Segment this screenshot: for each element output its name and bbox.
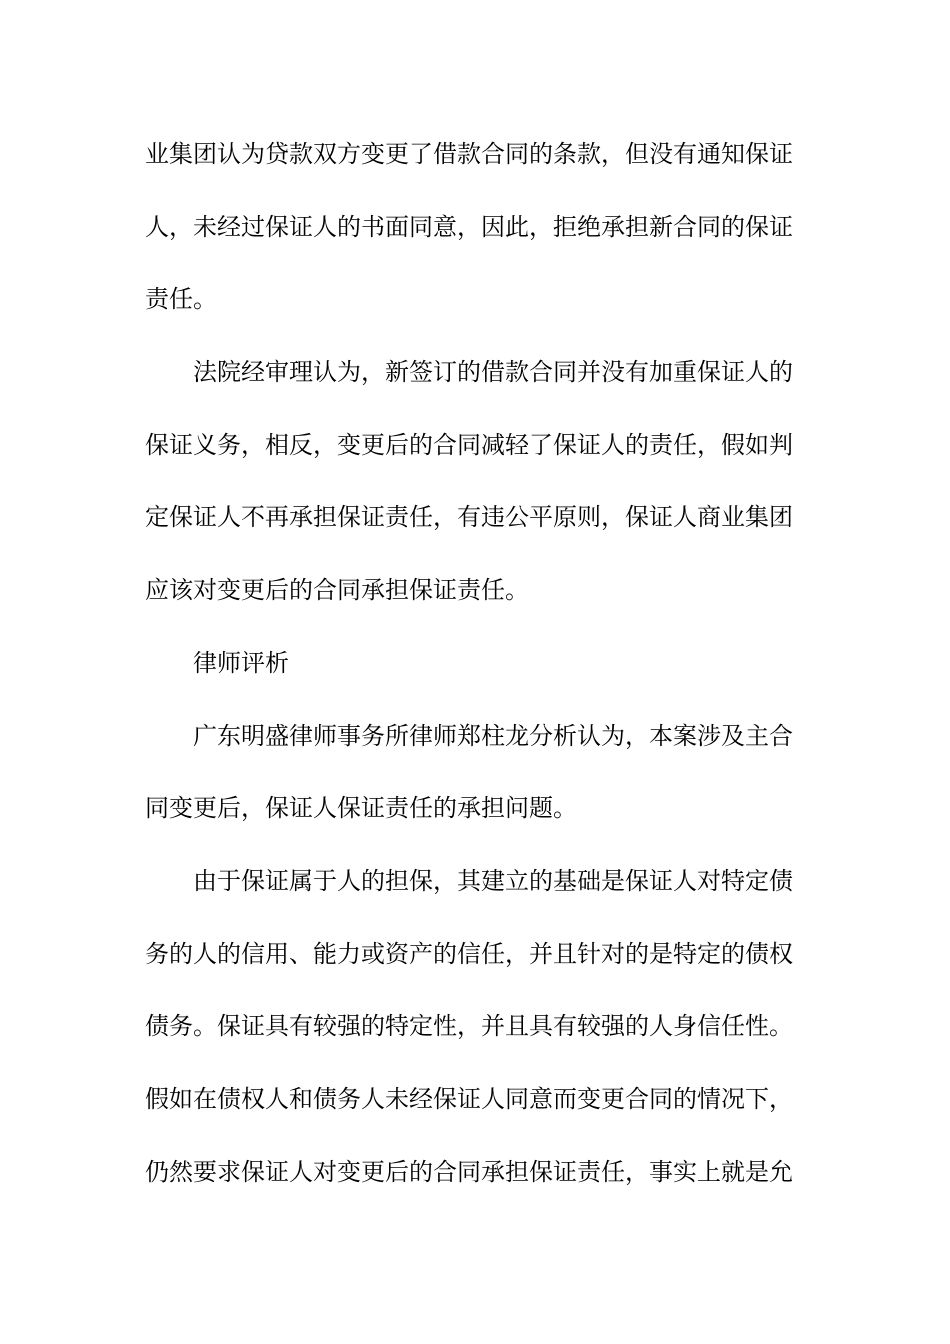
paragraph-first-line: 广东明盛律师事务所律师郑柱龙分析认为，本案涉及主合 xyxy=(193,721,793,750)
paragraph-first-line: 法院经审理认为，新签订的借款合同并没有加重保证人的 xyxy=(193,358,793,387)
text-line: 人，未经过保证人的书面同意，因此，拒绝承担新合同的保证 xyxy=(145,212,793,241)
body-text xyxy=(145,128,805,1218)
text-line: 应该对变更后的合同承担保证责任。 xyxy=(145,576,529,605)
text-line: 假如在债权人和债务人未经保证人同意而变更合同的情况下， xyxy=(145,1084,793,1113)
text-line: 定保证人不再承担保证责任，有违公平原则，保证人商业集团 xyxy=(145,503,793,532)
paragraph-first-line: 由于保证属于人的担保，其建立的基础是保证人对特定债 xyxy=(193,866,793,895)
text-line: 债务。保证具有较强的特定性，并且具有较强的人身信任性。 xyxy=(145,1012,793,1041)
section-heading: 律师评析 xyxy=(193,648,289,677)
text-line: 同变更后，保证人保证责任的承担问题。 xyxy=(145,794,577,823)
text-line: 责任。 xyxy=(145,285,217,314)
text-line: 业集团认为贷款双方变更了借款合同的条款，但没有通知保证 xyxy=(145,140,793,168)
text-line: 保证义务，相反，变更后的合同减轻了保证人的责任，假如判 xyxy=(145,430,793,459)
text-line: 务的人的信用、能力或资产的信任，并且针对的是特定的债权 xyxy=(145,939,793,968)
text-line: 仍然要求保证人对变更后的合同承担保证责任，事实上就是允 xyxy=(145,1157,793,1186)
